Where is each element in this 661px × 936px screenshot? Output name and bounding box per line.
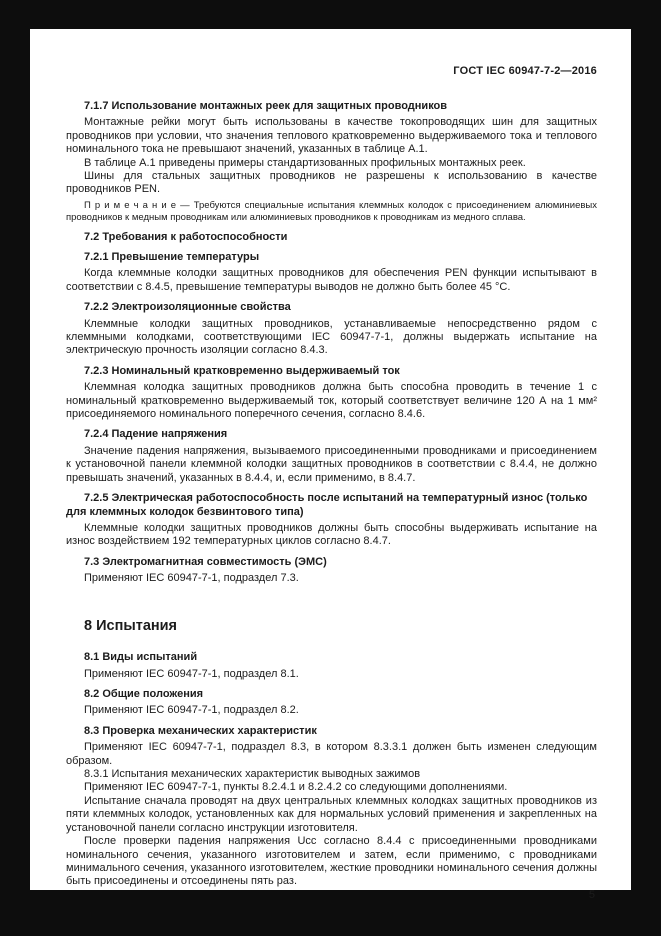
- body-paragraph: Шины для стальных защитных проводников не разрешены к использованию в качестве проводников PEN.: [66, 170, 597, 196]
- document-page: [30, 29, 631, 901]
- body-paragraph: Когда клеммные колодки защитных проводников для обеспечения PEN функции испытывают в соответствии с 8.4.5, превышение температуры выводов не должно быть более 45 °С.: [66, 267, 597, 293]
- subsection-heading: 7.3 Электромагнитная совместимость (ЭМС): [84, 555, 327, 568]
- page-number: 5: [588, 888, 595, 901]
- subsection-heading: 7.2.4 Падение напряжения: [84, 428, 228, 441]
- body-paragraph: Применяют IEC 60947-7-1, подраздел 8.2.: [84, 704, 299, 717]
- body-paragraph: Применяют IEC 60947-7-1, подраздел 8.3, в котором 8.3.3.1 должен быть изменен следующим образом.: [66, 741, 597, 767]
- subsection-heading: 7.2.5 Электрическая работоспособность после испытаний на температурный износ (только для клеммных колодок безвинтового типа): [66, 492, 588, 518]
- body-paragraph: Значение падения напряжения, вызываемого присоединенными проводниками и присоединением к установочной панели клеммной колодки защитных проводников в соответствии с 8.4.4, не должно превышать значений, указанных в 8.4.4, и, если применимо, в 8.4.7.: [66, 444, 597, 484]
- subsection-heading: 7.2.2 Электроизоляционные свойства: [84, 301, 291, 314]
- subsection-heading: 7.1.7 Использование монтажных реек для защитных проводников: [84, 100, 448, 112]
- subsection-heading: 8.3 Проверка механических характеристик: [84, 724, 317, 737]
- body-paragraph: Клеммные колодки защитных проводников, устанавливаемые непосредственно рядом с клеммными колодками, соответствующими IEC 60947-7-1, должны выдержать испытание на электрическую прочность изоляции согласно 8.4.3.: [66, 317, 597, 357]
- body-paragraph: 8.3.1 Испытания механических характеристик выводных зажимов: [84, 768, 421, 781]
- subsection-heading: 7.2 Требования к работоспособности: [84, 230, 288, 243]
- body-paragraph: После проверки падения напряжения Uсс согласно 8.4.4 с присоединенными проводниками номинального сечения, указанного изготовителем и затем, если применимо, с проводниками минимального сечения, указанного изготовителем, жесткие проводники номинального сечения должны быть присоединены и отсоединены пять раз.: [66, 835, 597, 888]
- body-paragraph: Испытание сначала проводят на двух центральных клеммных колодках защитных проводников из пяти клеммных колодок, установленных как для нормальных условий применения и закрепленных на установочной панели согласно инструкции изготовителя.: [66, 794, 597, 834]
- body-paragraph: Монтажные рейки могут быть использованы в качестве токопроводящих шин для защитных проводников при условии, что значения теплового кратковременно выдерживаемого тока и теплового номинального тока не превышают значений, указанных в таблице А.1.: [66, 116, 597, 156]
- body-paragraph: Клеммные колодки защитных проводников должны быть способны выдерживать испытание на износ воздействием 192 температурных циклов согласно 8.4.7.: [66, 521, 597, 548]
- body-paragraph: В таблице А.1 приведены примеры стандартизованных профильных монтажных реек.: [84, 156, 526, 169]
- subsection-heading: 8.1 Виды испытаний: [84, 651, 198, 664]
- page-header-standard-number: ГОСТ IEC 60947-7-2—2016: [453, 65, 597, 77]
- subsection-heading: 8.2 Общие положения: [84, 688, 204, 701]
- document-content: [66, 93, 597, 889]
- body-paragraph: Применяют IEC 60947-7-1, подраздел 7.3.: [84, 572, 299, 585]
- section-heading: 8 Испытания: [84, 617, 178, 634]
- subsection-heading: 7.2.3 Номинальный кратковременно выдерживаемый ток: [84, 364, 400, 377]
- body-paragraph: Применяют IEC 60947-7-1, подраздел 8.1.: [84, 667, 299, 680]
- subsection-heading: 7.2.1 Превышение температуры: [84, 251, 260, 263]
- note-paragraph: П р и м е ч а н и е — Требуются специальные испытания клеммных колодок с присоединением алюминиевых проводников к медным проводникам или алюминиевых проводников к проводникам из медного сплава.: [66, 199, 597, 223]
- body-paragraph: Применяют IEC 60947-7-1, пункты 8.2.4.1 и 8.2.4.2 со следующими дополнениями.: [84, 781, 508, 794]
- body-paragraph: Клеммная колодка защитных проводников должна быть способна проводить в течение 1 с номинальный кратковременно выдерживаемый ток, который соответствует величине 120 А на 1 мм² присоединяемого номинального поперечного сечения, согласно 8.4.6.: [66, 381, 597, 421]
